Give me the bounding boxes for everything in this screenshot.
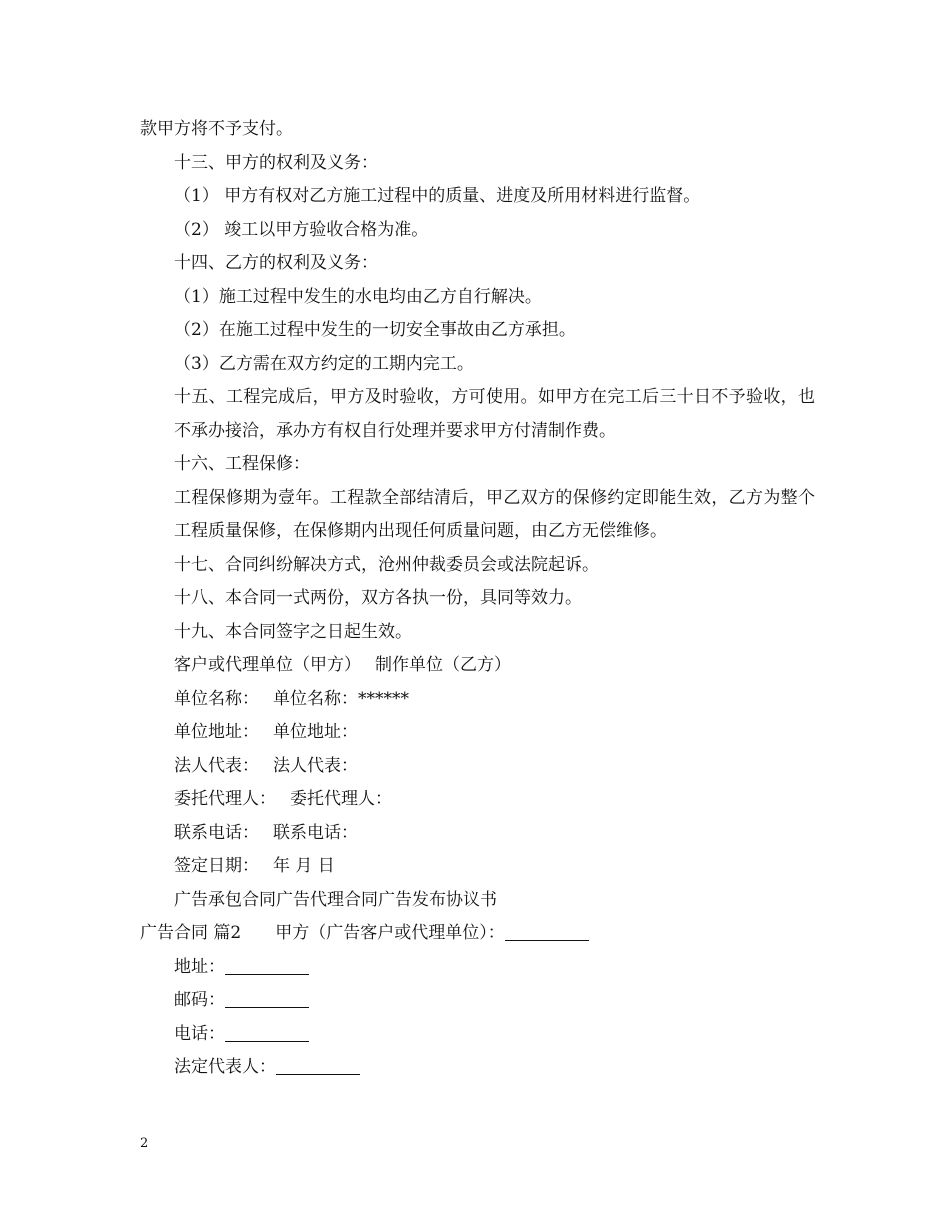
section-heading-13: 十三、甲方的权利及义务：: [174, 152, 378, 173]
section-paragraph-15: 十五、工程完成后，甲方及时验收，方可使用。如甲方在完工后三十日不予验收，也不承办接洽，承办方有权自行处理并要求甲方付清制作费。: [174, 387, 815, 441]
section2-title: 广告合同 篇2: [140, 923, 242, 943]
party-a-representative: 法人代表：: [174, 755, 259, 776]
section2-postcode-label: 邮码：: [174, 990, 225, 1010]
party-a-label: 客户或代理单位（甲方）: [174, 655, 361, 675]
section2-title-row: [140, 917, 815, 951]
section2-legal-rep-row: [140, 1051, 815, 1085]
section2-address-row: [140, 951, 815, 985]
party-a-agent: 委托代理人：: [174, 789, 276, 809]
document-body: [140, 113, 815, 1085]
section2-party-a-label: 甲方（广告客户或代理单位）：: [275, 923, 505, 943]
signature-address-row: [140, 716, 815, 750]
party-a-blank-line: [505, 922, 589, 941]
section2-legal-rep-label: 法定代表人：: [174, 1057, 276, 1077]
party-b-agent: 委托代理人：: [290, 789, 392, 809]
section-paragraph-18: 十八、本合同一式两份，双方各执一份，具同等效力。: [174, 588, 582, 608]
section-heading-16: 十六、工程保修：: [174, 454, 310, 474]
party-a-address: 单位地址：: [174, 722, 259, 742]
signing-date-label: 签定日期：: [174, 856, 259, 876]
signature-date-row: [140, 850, 815, 884]
signature-name-row: [140, 683, 815, 717]
section-paragraph-17: 十七、合同纠纷解决方式，沧州仲裁委员会或法院起诉。: [174, 554, 599, 575]
list-item: （1） 甲方有权对乙方施工过程中的质量、进度及所用材料进行监督。: [174, 186, 701, 206]
legal-rep-blank-line: [276, 1056, 360, 1075]
party-b-representative: 法人代表：: [273, 755, 358, 776]
postcode-blank-line: [225, 989, 309, 1008]
signature-agent-row: [140, 783, 815, 817]
party-a-name: 单位名称：: [174, 688, 259, 709]
page-number: 2: [140, 1136, 149, 1151]
signature-representative-row: [140, 750, 815, 784]
warranty-paragraph: 工程保修期为壹年。工程款全部结清后，甲乙双方的保修约定即能生效，乙方为整个工程质量保修，在保修期内出现任何质量问题，由乙方无偿维修。: [174, 487, 815, 541]
section-paragraph-19: 十九、本合同签字之日起生效。: [174, 621, 412, 642]
section-heading-14: 十四、乙方的权利及义务：: [174, 253, 378, 273]
list-item: （2）在施工过程中发生的一切安全事故由乙方承担。: [174, 320, 576, 340]
list-item: （3）乙方需在双方约定的工期内完工。: [174, 353, 474, 374]
party-b-address: 单位地址：: [273, 722, 358, 742]
phone-blank-line: [225, 1023, 309, 1042]
address-blank-line: [225, 956, 309, 975]
paragraph-line: 款甲方将不予支付。: [140, 119, 293, 139]
list-item: （2） 竣工以甲方验收合格为准。: [174, 219, 429, 240]
signature-parties: [140, 649, 815, 683]
list-item: （1）施工过程中发生的水电均由乙方自行解决。: [174, 286, 542, 307]
section2-postcode-row: [140, 984, 815, 1018]
section2-phone-label: 电话：: [174, 1023, 225, 1044]
document-tags-line: 广告承包合同广告代理合同广告发布协议书: [174, 889, 497, 910]
party-b-phone: 联系电话：: [273, 822, 358, 843]
section2-phone-row: [140, 1018, 815, 1052]
party-b-label: 制作单位（乙方）: [375, 655, 511, 675]
party-a-phone: 联系电话：: [174, 822, 259, 843]
section2-address-label: 地址：: [174, 956, 225, 977]
signing-date-value: 年 月 日: [273, 856, 335, 876]
signature-phone-row: [140, 817, 815, 851]
party-b-name: 单位名称：******: [273, 688, 409, 709]
